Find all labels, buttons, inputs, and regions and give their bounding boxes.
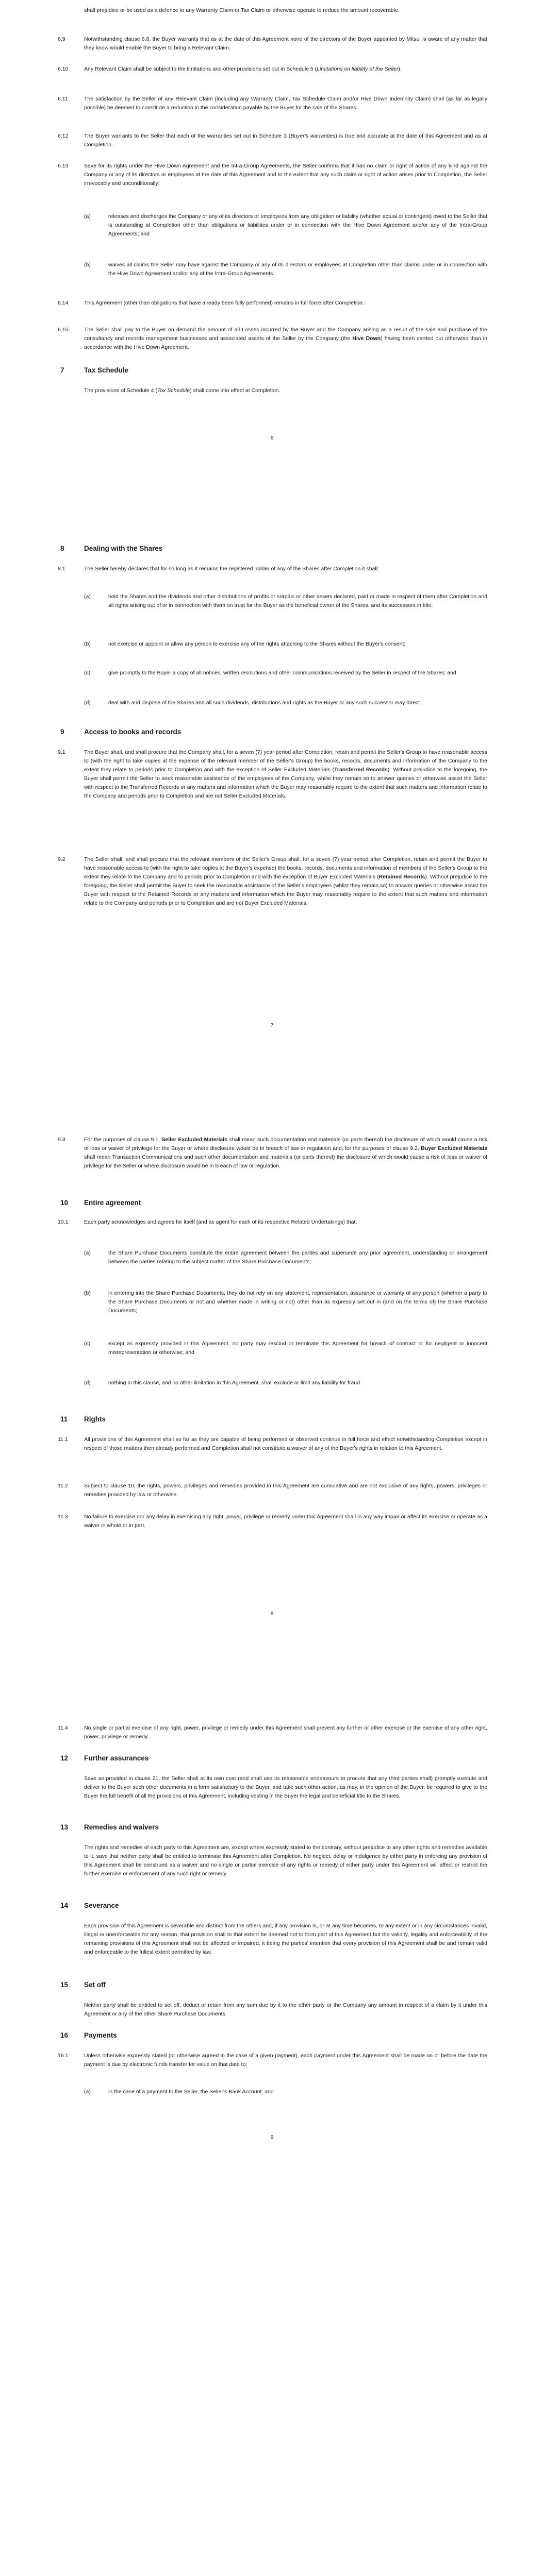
clause-text: The satisfaction by the Seller of any Relevant Claim (including any Warranty Claim, Tax Schedule Claim and/or Hive Down Indemnity Claim) shall (as far as legally possible) be deemed to constitute a reduction in the consideration payable by the Buyer for the sale of the Shares. <box>84 96 487 111</box>
clause-text: Neither party shall be entitled to set off, deduct or retain from any sum due by it to the other party or the Company any amount in respect of a claim by it under this Agreement or any of the other Share Purchase Documents. <box>84 2002 487 2017</box>
clause-number: 9.1 <box>58 749 65 755</box>
heading-title: Further assurances <box>84 1754 149 1762</box>
sub-clause-text: not exercise or appoint or allow any person to exercise any of the rights attaching to the Shares without the Buyer's consent; <box>108 641 406 647</box>
heading-number: 10 <box>60 1199 69 1207</box>
clause-number: 6.10 <box>58 66 69 72</box>
clause-number: 11.4 <box>58 1725 68 1731</box>
clause-text: The Seller shall, and shall procure that the relevant members of the Seller's Group shall, for a seven (7) year period after Completion, retain and permit the Buyer to have reasonable access to (with the right to take copies at the Buyer's expense) the books, records, documents and information of members of the Seller's Group to the extent they relate to the Company and to periods prior to Completion and with the exception of Buyer Excluded Materials (Retained Records). Without prejudice to the foregoing, the Seller shall permit the Buyer to seek the reasonable assistance of the Seller's employees (whilst they remain so) to answer queries or otherwise assist the Buyer with respect to the Retained Records or any matters and information which the Buyer may reasonably require to the extent that such matters and information relate to the Company and periods prior to Completion and are not Buyer Excluded Materials. <box>84 856 487 906</box>
sub-clause-text: waives all claims the Seller may have against the Company or any of its directors or employees at Completion other than claims under or in connection with the Hive Down Agreement and/or any of the Intra-Group Agreements. <box>108 262 487 277</box>
clause-text: Notwithstanding clause 6.8, the Buyer warrants that as at the date of this Agreement none of the directors of the Buyer appointed by Mitsui is aware of any matter that they know would enable the Buyer to bring a Relevant Claim. <box>84 36 487 51</box>
clause-text: Save as provided in clause 21, the Seller shall at its own cost (and shall use its reasonable endeavours to procure that any third parties shall) promptly execute and deliver to the Buyer such other documents in a form satisfactory to the Buyer, and take such other action, as may, in the opinion of the Buyer, be required to give to the Buyer the full benefit of all the provisions of this Agreement, including vesting in the Buyer the legal and beneficial title to the Shares. <box>84 1775 487 1799</box>
clause-text: Any Relevant Claim shall be subject to the limitations and other provisions set out in Schedule 5 (Limitations on liability of the Seller). <box>84 66 402 72</box>
clause-text: The Buyer shall, and shall procure that the Company shall, for a seven (7) year period after Completion, retain and permit the Seller's Group to have reasonable access to (with the right to take copies at the expense of the relevant member of the Seller's Group) the books, records, documents and information of the Company to the extent they relate to periods prior to Completion and with the exception of Seller Excluded Materials (Transferred Records). Without prejudice to the foregoing, the Buyer shall permit the Seller to seek reasonable assistance of the employees of the Company, whilst they remain so to answer queries or otherwise assist the Seller with respect to the Transferred Records or any matters and information which the Buyer may reasonably require to the extent that such matters and information relate to the Company and periods prior to Completion and are not Seller Excluded Materials. <box>84 749 487 799</box>
sub-clause-label: (c) <box>84 1341 91 1347</box>
clause-text: All provisions of this Agreement shall so far as they are capable of being performed or observed continue in full force and effect notwithstanding Completion except in respect of those matters then already performed and Completion shall not constitute a waiver of any of the Buyer's rights in relation to this Agreement. <box>84 1436 487 1451</box>
clause-text: Each party acknowledges and agrees for itself (and as agent for each of its respective Related Undertakings) that: <box>84 1219 357 1225</box>
sub-clause-text: the Share Purchase Documents constitute the entire agreement between the parties and supersede any prior agreement, understanding or arrangement between the parties relating to the subject matter of the Share Purchase Documents; <box>108 1250 487 1265</box>
sub-clause-text: deal with and dispose of the Shares and all such dividends, distributions and rights as the Buyer or any such successor may direct. <box>108 700 421 706</box>
sub-clause-label: (b) <box>84 262 91 268</box>
clause-number: 9.2 <box>58 856 65 862</box>
sub-clause-label: (d) <box>84 700 91 706</box>
sub-clause-label: (a) <box>84 213 91 219</box>
clause-text: Subject to clause 10, the rights, powers, privileges and remedies provided in this Agreement are cumulative and are not exclusive of any rights, powers, privileges or remedies provided by law or otherwise. <box>84 1483 487 1498</box>
clause-number: 11.3 <box>58 1514 68 1520</box>
clause-number: 10.1 <box>58 1219 69 1225</box>
clause-number: 16.1 <box>58 2053 69 2059</box>
clause-number: 6.13 <box>58 163 69 169</box>
clause-text: Unless otherwise expressly stated (or otherwise agreed in the case of a given payment), each payment under this Agreement shall be made on or before the date the payment is due by electronic funds transfer for value on that date to: <box>84 2053 487 2067</box>
sub-clause-label: (c) <box>84 670 91 676</box>
clause-text: The Seller shall pay to the Buyer on demand the amount of all Losses incurred by the Buyer and the Company arising as a result of the sale and purchase of the consultancy and records management businesses and associated assets of the Seller by the Company (the Hive Down) having been carried out otherwise than in accordance with the Hive Down Agreement. <box>84 327 487 350</box>
clause-continuation: shall prejudice or be used as a defence to any Warranty Claim or Tax Claim or otherwise operate to reduce the amount recoverable. <box>84 7 400 13</box>
clause-number: 8.1 <box>58 566 65 572</box>
page-number: 6 <box>270 435 274 441</box>
clause-number: 11.2 <box>58 1483 68 1489</box>
clause-text: Each provision of this Agreement is severable and distinct from the others and, if any provision is, or at any time becomes, to any extent or in any circumstances invalid, illegal or unenforceable for any reason, that provision shall to that extent be deemed not to form part of this Agreement but the validity, legality and enforceability of the remaining provisions of this Agreement shall not be affected or impaired, it being the parties' intention that every provision of this Agreement shall be and remain valid and enforceable to the fullest extent permitted by law. <box>84 1923 487 1955</box>
clause-text: This Agreement (other than obligations that have already been fully performed) remains in full force after Completion. <box>84 300 364 306</box>
heading-title: Remedies and waivers <box>84 1823 159 1831</box>
clause-number: 6.9 <box>58 36 65 42</box>
clause-text: The Buyer warrants to the Seller that each of the warranties set out in Schedule 3 (Buyer's warranties) is true and accurate at the date of this Agreement and as at Completion. <box>84 133 487 148</box>
clause-text: Save for its rights under the Hive Down Agreement and the Intra-Group Agreements, the Seller confirms that it has no claim or right of action of any kind against the Company or any of its directors or employees at the date of this Agreement and to the extent that any such claim or right of action arises prior to Completion, the Seller irrevocably and unconditionally: <box>84 163 487 187</box>
heading-title: Rights <box>84 1415 106 1423</box>
clause-number: 6.11 <box>58 96 68 102</box>
heading-title: Entire agreement <box>84 1199 141 1207</box>
heading-title: Payments <box>84 2031 117 2039</box>
heading-number: 13 <box>60 1823 69 1831</box>
sub-clause-label: (d) <box>84 1380 91 1386</box>
heading-number: 12 <box>60 1754 69 1762</box>
sub-clause-text: give promptly to the Buyer a copy of all notices, written resolutions and other communications received by the Seller in respect of the Shares; and <box>108 670 456 676</box>
clause-number: 9.3 <box>58 1137 65 1143</box>
sub-clause-text: nothing in this clause, and no other limitation in this Agreement, shall exclude or limit any liability for fraud. <box>108 1380 361 1386</box>
heading-number: 15 <box>60 1981 69 1989</box>
heading-title: Dealing with the Shares <box>84 545 163 552</box>
sub-clause-label: (a) <box>84 1250 91 1256</box>
sub-clause-text: in the case of a payment to the Seller, the Seller's Bank Account; and <box>108 2089 274 2095</box>
clause-text: The rights and remedies of each party to this Agreement are, except where expressly stated to the contrary, without prejudice to any other rights and remedies available to it, save that neither party shall be entitled to terminate this Agreement after Completion. No neglect, delay or indulgence by either party in enforcing any provision of this Agreement shall be construed as a waiver and no single or partial exercise of any rights or remedy of either party under this Agreement will affect or restrict the further exercise or enforcement of any such right or remedy. <box>84 1844 487 1877</box>
heading-number: 16 <box>60 2031 69 2039</box>
heading-number: 7 <box>60 366 64 374</box>
page-number: 9 <box>270 2134 274 2140</box>
sub-clause-label: (b) <box>84 641 91 647</box>
sub-clause-label: (b) <box>84 1290 91 1296</box>
heading-title: Set off <box>84 1981 106 1989</box>
heading-title: Tax Schedule <box>84 366 129 374</box>
heading-title: Access to books and records <box>84 728 182 736</box>
heading-number: 11 <box>60 1415 68 1423</box>
clause-text: The provisions of Schedule 4 (Tax Schedule) shall come into effect at Completion. <box>84 387 281 394</box>
clause-text: For the purposes of clause 9.1, Seller Excluded Materials shall mean such documentation and materials (or parts thereof) the disclosure of which would cause a risk of loss or waiver of privilege for the Buyer or where disclosure would be in breach of law or regulation and, for the purposes of clause 9.2, Buyer Excluded Materials shall mean Transaction Communications and such other documentation and materials (or parts thereof) the disclosure of which would cause a risk of loss or waiver of privilege for the Seller or where disclosure would be in breach of law or regulation. <box>84 1137 487 1169</box>
clause-number: 11.1 <box>58 1436 68 1443</box>
clause-text: The Seller hereby declares that for so long as it remains the registered holder of any of the Shares after Completion it shall: <box>84 566 379 572</box>
sub-clause-text: except as expressly provided in this Agreement, no party may rescind or terminate this Agreement for breach of contract or for negligent or innocent misrepresentation or otherwise; and <box>108 1341 487 1355</box>
clause-number: 6.15 <box>58 327 69 333</box>
heading-number: 9 <box>60 728 64 736</box>
sub-clause-text: hold the Shares and the dividends and other distributions of profits or surplus or other assets declared, paid or made in respect of them after Completion and all rights arising out of or in connection with them on trust for the Buyer as the beneficial owner of the Shares, and its successors in title; <box>108 594 487 608</box>
clause-text: No single or partial exercise of any right, power, privilege or remedy under this Agreement shall prevent any further or other exercise or the exercise of any other right, power, privilege or remedy. <box>84 1725 487 1740</box>
sub-clause-text: releases and discharges the Company or any of its directors or employees from any obligation or liability (whether actual or contingent) owed to the Seller that is outstanding at Completion other than obligations or liabilities under or in connection with the Hive Down Agreement and/or any of the Intra-Group Agreements; and <box>108 213 487 237</box>
heading-number: 14 <box>60 1902 69 1909</box>
sub-clause-label: (a) <box>84 594 91 600</box>
clause-number: 6.14 <box>58 300 69 306</box>
clause-number: 6.12 <box>58 133 69 139</box>
clause-text: No failure to exercise nor any delay in exercising any right, power, privilege or remedy under this Agreement shall in any way impair or affect its exercise or operate as a waiver in whole or in part. <box>84 1514 487 1529</box>
sub-clause-text: in entering into the Share Purchase Documents, they do not rely on any statement, representation, assurance or warranty of any person (whether a party to the Share Purchase Documents or not and whether made in writing or not) other than as expressly set out in (and on the terms of) the Share Purchase Documents; <box>108 1290 487 1314</box>
page-number: 7 <box>270 1022 274 1028</box>
page-number: 8 <box>270 1611 274 1617</box>
heading-title: Severance <box>84 1902 119 1909</box>
sub-clause-label: (a) <box>84 2089 91 2095</box>
heading-number: 8 <box>60 545 64 552</box>
